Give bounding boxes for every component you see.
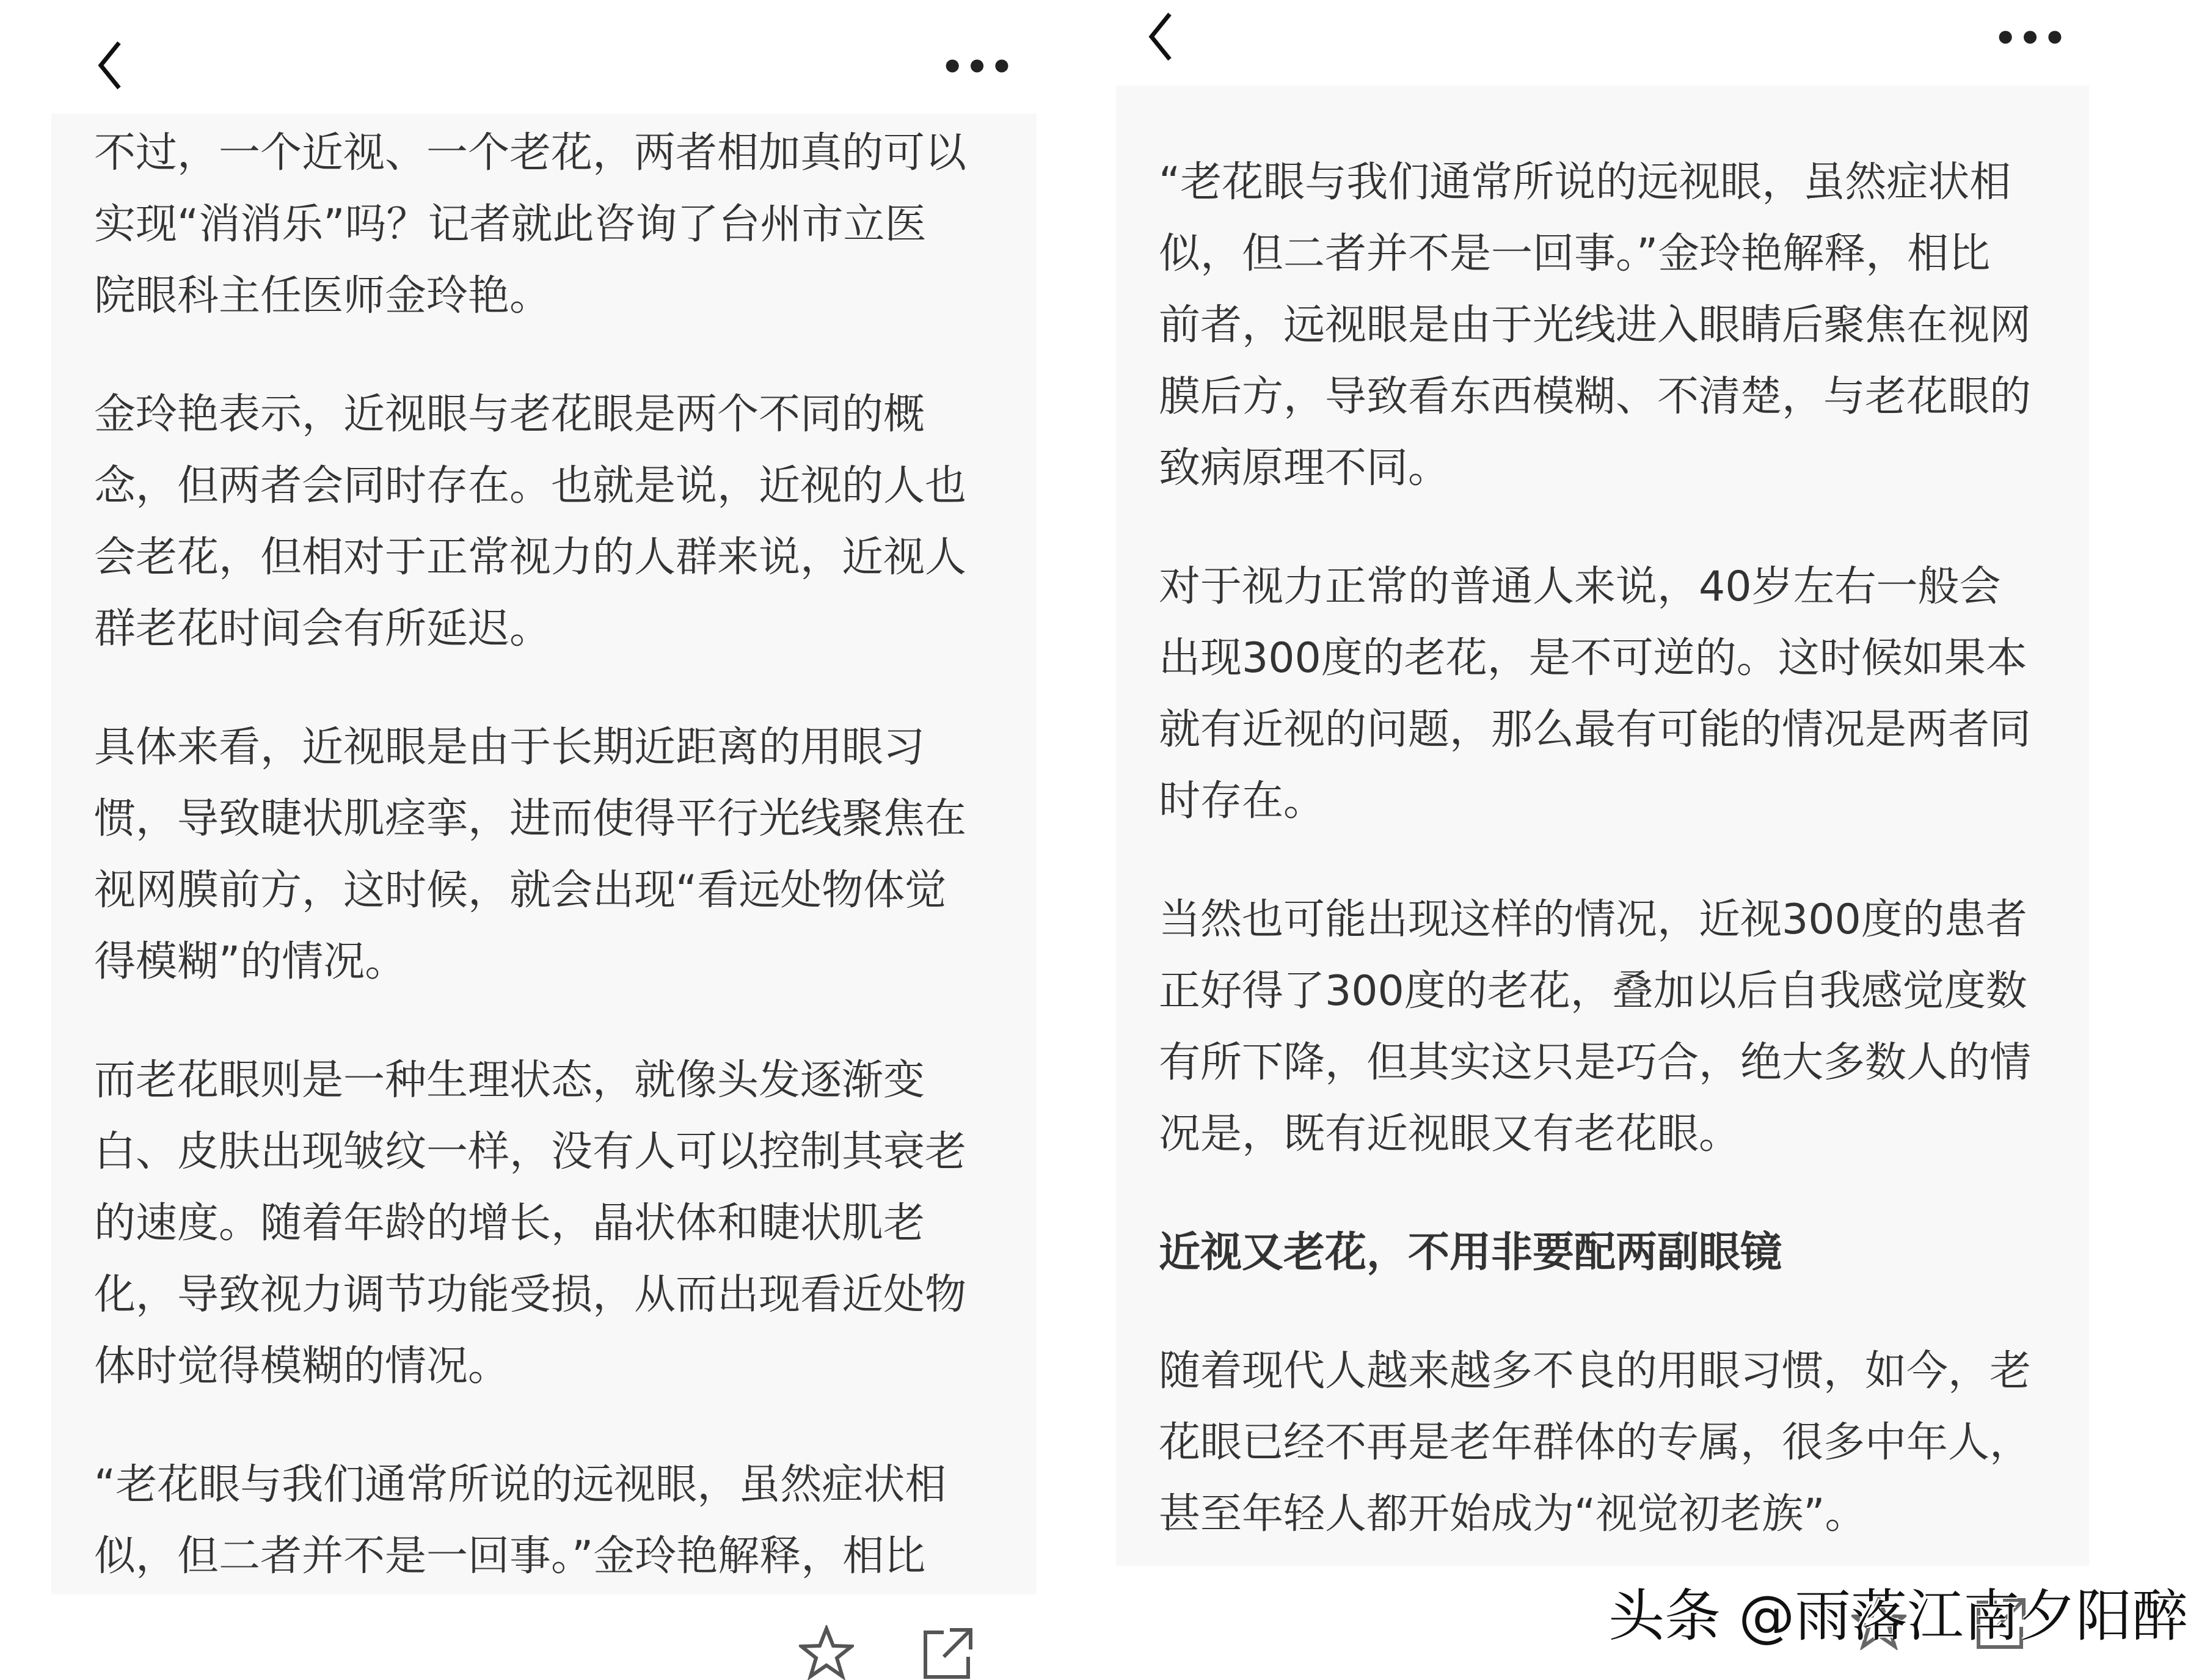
paragraph — [1159, 147, 2089, 504]
paragraph — [94, 1045, 1037, 1402]
text-line: 况是，既有近视眼又有老花眼。 — [1159, 1110, 1741, 1158]
text-line: 惯，导致睫状肌痉挛，进而使得平行光线聚焦在 — [94, 795, 967, 843]
text-line: 膜后方，导致看东西模糊、不清楚，与老花眼的 — [1159, 373, 2032, 421]
text-line: “老花眼与我们通常所说的远视眼，虽然症状相 — [94, 1461, 947, 1509]
paragraph — [1159, 551, 2089, 837]
paragraph — [94, 712, 1037, 998]
text-line: 而老花眼则是一种生理状态，就像头发逐渐变 — [94, 1056, 925, 1105]
text-line: 具体来看，近视眼是由于长期近距离的用眼习 — [94, 723, 925, 772]
paragraph — [1159, 1335, 2089, 1550]
text-line: 似，但二者并不是一回事。”金玲艳解释，相比 — [1159, 230, 1991, 278]
paragraph — [94, 379, 1037, 665]
text-line: 时存在。 — [1159, 777, 1326, 825]
article-body-right — [1116, 86, 2089, 1566]
back-button-left[interactable] — [92, 38, 128, 93]
text-line: 致病原理不同。 — [1159, 444, 1450, 492]
section-heading — [1159, 1217, 2089, 1288]
text-line: 念，但两者会同时存在。也就是说，近视的人也 — [94, 462, 967, 510]
text-line: “老花眼与我们通常所说的远视眼，虽然症状相 — [1159, 158, 2011, 206]
text-line: 会老花，但相对于正常视力的人群来说，近视人 — [94, 533, 967, 582]
text-line: 群老花时间会有所延迟。 — [94, 605, 552, 653]
paragraph — [94, 1449, 1037, 1592]
text-line: 院眼科主任医师金玲艳。 — [94, 272, 552, 320]
text-line: 出现300度的老花，是不可逆的。这时候如果本 — [1159, 634, 2027, 682]
text-line: 金玲艳表示，近视眼与老花眼是两个不同的概 — [94, 390, 925, 439]
text-line: 有所下降，但其实这只是巧合，绝大多数人的情 — [1159, 1039, 2032, 1087]
text-line: 化，导致视力调节功能受损，从而出现看近处物 — [94, 1271, 967, 1319]
paragraph — [94, 117, 1037, 332]
text-line: 视网膜前方，这时候，就会出现“看远处物体觉 — [94, 866, 947, 915]
back-button-right[interactable] — [1142, 9, 1179, 64]
text-line: 似，但二者并不是一回事。”金玲艳解释，相比 — [94, 1532, 926, 1580]
text-line: 体时觉得模糊的情况。 — [94, 1342, 510, 1390]
article-body-left — [51, 114, 1037, 1594]
text-line: 不过，一个近视、一个老花，两者相加真的可以 — [94, 129, 967, 177]
text-line: 近视又老花，不用非要配两副眼镜 — [1159, 1229, 1782, 1277]
more-options-button-right[interactable]: ••• — [1994, 17, 2068, 60]
watermark: 头条 @雨落江南夕阳醉 — [1608, 1583, 2189, 1649]
text-line: 就有近视的问题，那么最有可能的情况是两者同 — [1159, 706, 2032, 754]
text-line: 前者，远视眼是由于光线进入眼睛后聚焦在视网 — [1159, 301, 2032, 349]
text-line: 对于视力正常的普通人来说，40岁左右一般会 — [1159, 563, 2001, 611]
text-line: 当然也可能出现这样的情况，近视300度的患者 — [1159, 896, 2027, 944]
text-line: 花眼已经不再是老年群体的专属，很多中年人， — [1159, 1419, 2032, 1467]
text-line: 实现“消消乐”吗？记者就此咨询了台州市立医 — [94, 200, 927, 249]
text-line: 白、皮肤出现皱纹一样，没有人可以控制其衰老 — [94, 1128, 967, 1176]
text-line: 随着现代人越来越多不良的用眼习惯，如今，老 — [1159, 1347, 2032, 1395]
text-line: 甚至年轻人都开始成为“视觉初老族”。 — [1159, 1490, 1867, 1538]
more-options-button-left[interactable]: ••• — [941, 46, 1015, 89]
share-icon-left[interactable] — [919, 1625, 974, 1680]
text-line: 正好得了300度的老花，叠加以后自我感觉度数 — [1159, 967, 2027, 1015]
text-line: 得模糊”的情况。 — [94, 938, 407, 986]
favorite-star-icon-left[interactable] — [799, 1625, 854, 1680]
paragraph — [1159, 884, 2089, 1170]
text-line: 的速度。随着年龄的增长，晶状体和睫状肌老 — [94, 1199, 925, 1247]
